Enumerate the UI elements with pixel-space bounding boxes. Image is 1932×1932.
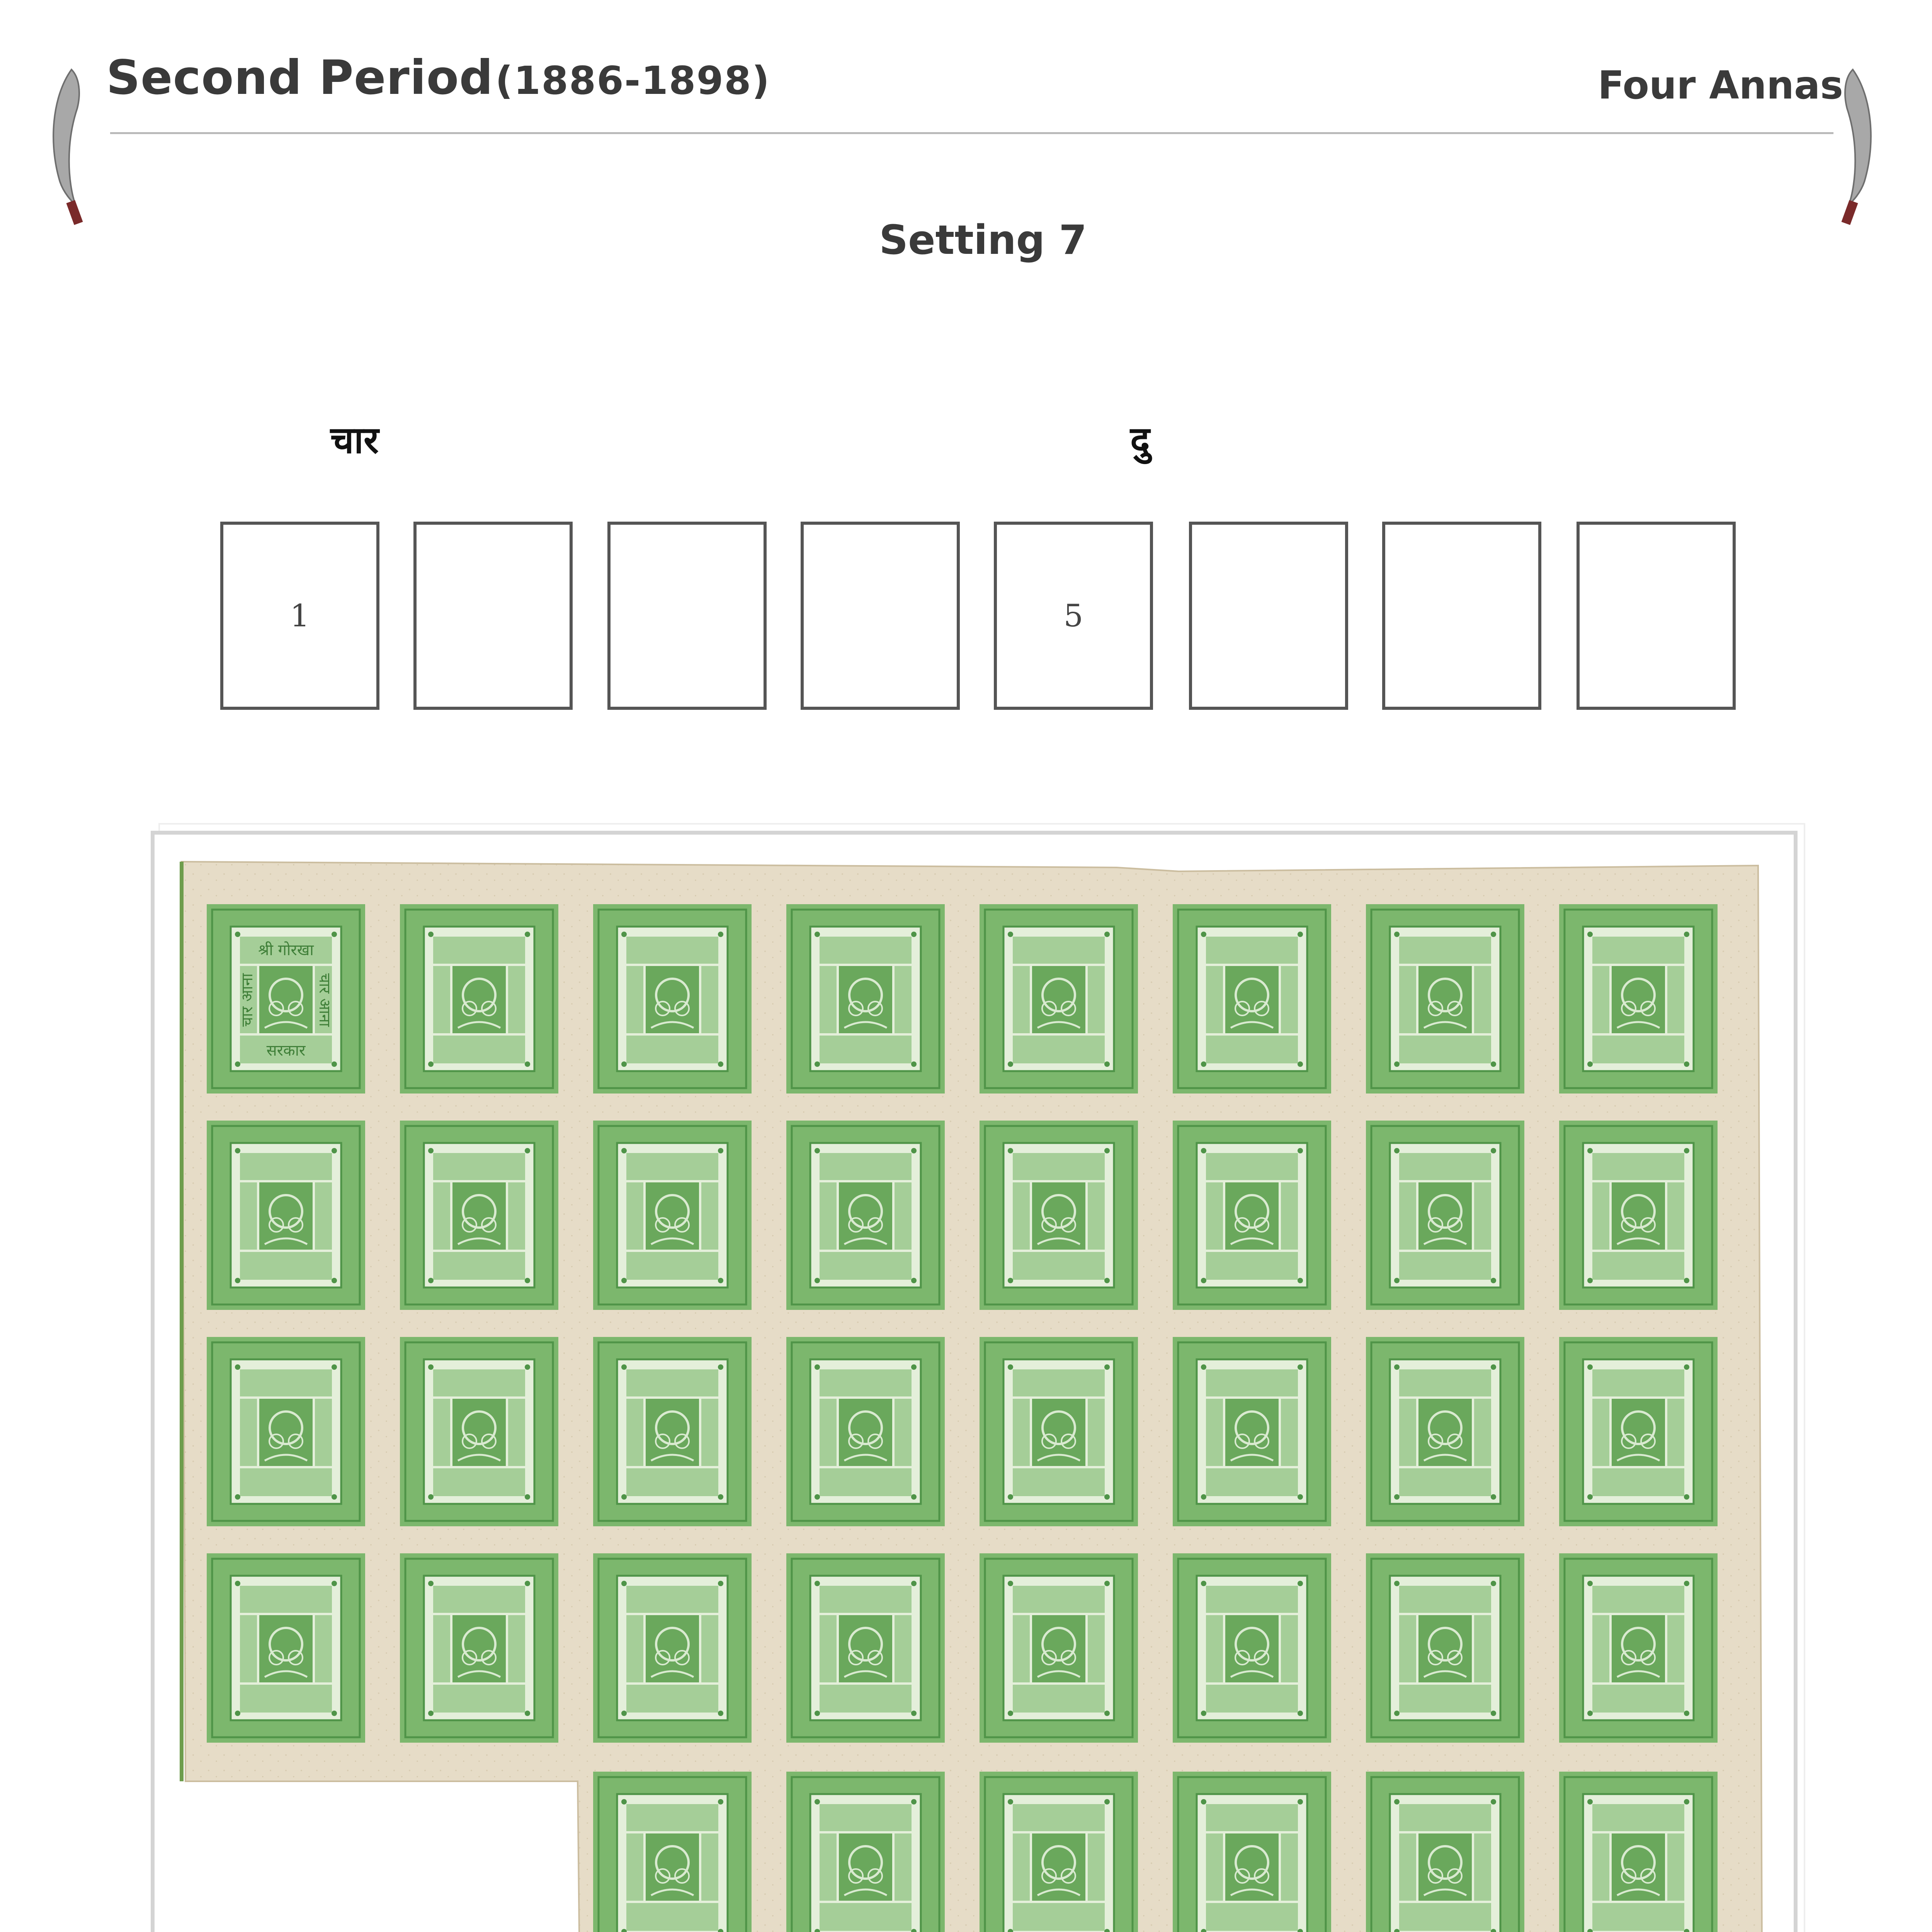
stamp: [1366, 904, 1524, 1094]
header-divider: [110, 132, 1833, 134]
stamp: [786, 1337, 945, 1526]
stamp: [207, 1121, 365, 1310]
stamp: [786, 904, 945, 1094]
position-box: [413, 522, 573, 710]
stamp: [593, 1121, 752, 1310]
stamp: [1366, 1337, 1524, 1526]
position-box: [1189, 522, 1348, 710]
stamp: [207, 904, 365, 1094]
stamp: [1559, 1772, 1718, 1932]
stamp: [786, 1553, 945, 1743]
stamp: [400, 1553, 558, 1743]
stamp: [980, 1121, 1138, 1310]
stamp: [1173, 1553, 1331, 1743]
position-box: [801, 522, 960, 710]
stamp: [786, 1772, 945, 1932]
inscription-word-two: दु: [1130, 418, 1150, 462]
stamp: [1173, 1121, 1331, 1310]
setting-title: Setting 7: [879, 216, 1087, 264]
stamp: [1366, 1121, 1524, 1310]
stamp: [593, 1772, 752, 1932]
stamp-left-text: चार आना: [238, 973, 256, 1027]
stamp: [1173, 904, 1331, 1094]
inscription-word-one: चार: [330, 418, 379, 462]
position-box: 1: [220, 522, 379, 710]
stamp: [207, 1337, 365, 1526]
stamp-sheet: [174, 854, 1777, 1932]
stamp: [207, 1553, 365, 1743]
position-box: [607, 522, 767, 710]
stamp: [980, 904, 1138, 1094]
page-header-title: [106, 50, 770, 105]
stamp: [1173, 1337, 1331, 1526]
stamp: [1559, 1121, 1718, 1310]
stamp-top-text: श्री गोरखा: [258, 941, 314, 959]
stamp: [593, 904, 752, 1094]
kukri-knife-icon: [44, 66, 91, 228]
stamp: [1173, 1772, 1331, 1932]
stamp: [400, 1337, 558, 1526]
stamp: [980, 1553, 1138, 1743]
stamp: [400, 1121, 558, 1310]
position-box: [1577, 522, 1736, 710]
period-years: (1886-1898): [495, 58, 770, 103]
denomination-title: Four Annas: [1597, 63, 1843, 108]
stamp-bottom-text: सरकार: [266, 1042, 306, 1060]
stamp: [1559, 1337, 1718, 1526]
stamp: [593, 1553, 752, 1743]
period-title: Second Period: [106, 50, 493, 105]
stamp: [980, 1772, 1138, 1932]
stamp: [593, 1337, 752, 1526]
stamp: [1366, 1553, 1524, 1743]
stamp: [1559, 904, 1718, 1094]
stamp-right-text: चार आना: [316, 973, 333, 1027]
position-box: 5: [994, 522, 1153, 710]
stamp: [786, 1121, 945, 1310]
stamp: [1559, 1553, 1718, 1743]
stamp: [400, 904, 558, 1094]
stamp: [1366, 1772, 1524, 1932]
position-box: [1382, 522, 1541, 710]
stamp: [980, 1337, 1138, 1526]
